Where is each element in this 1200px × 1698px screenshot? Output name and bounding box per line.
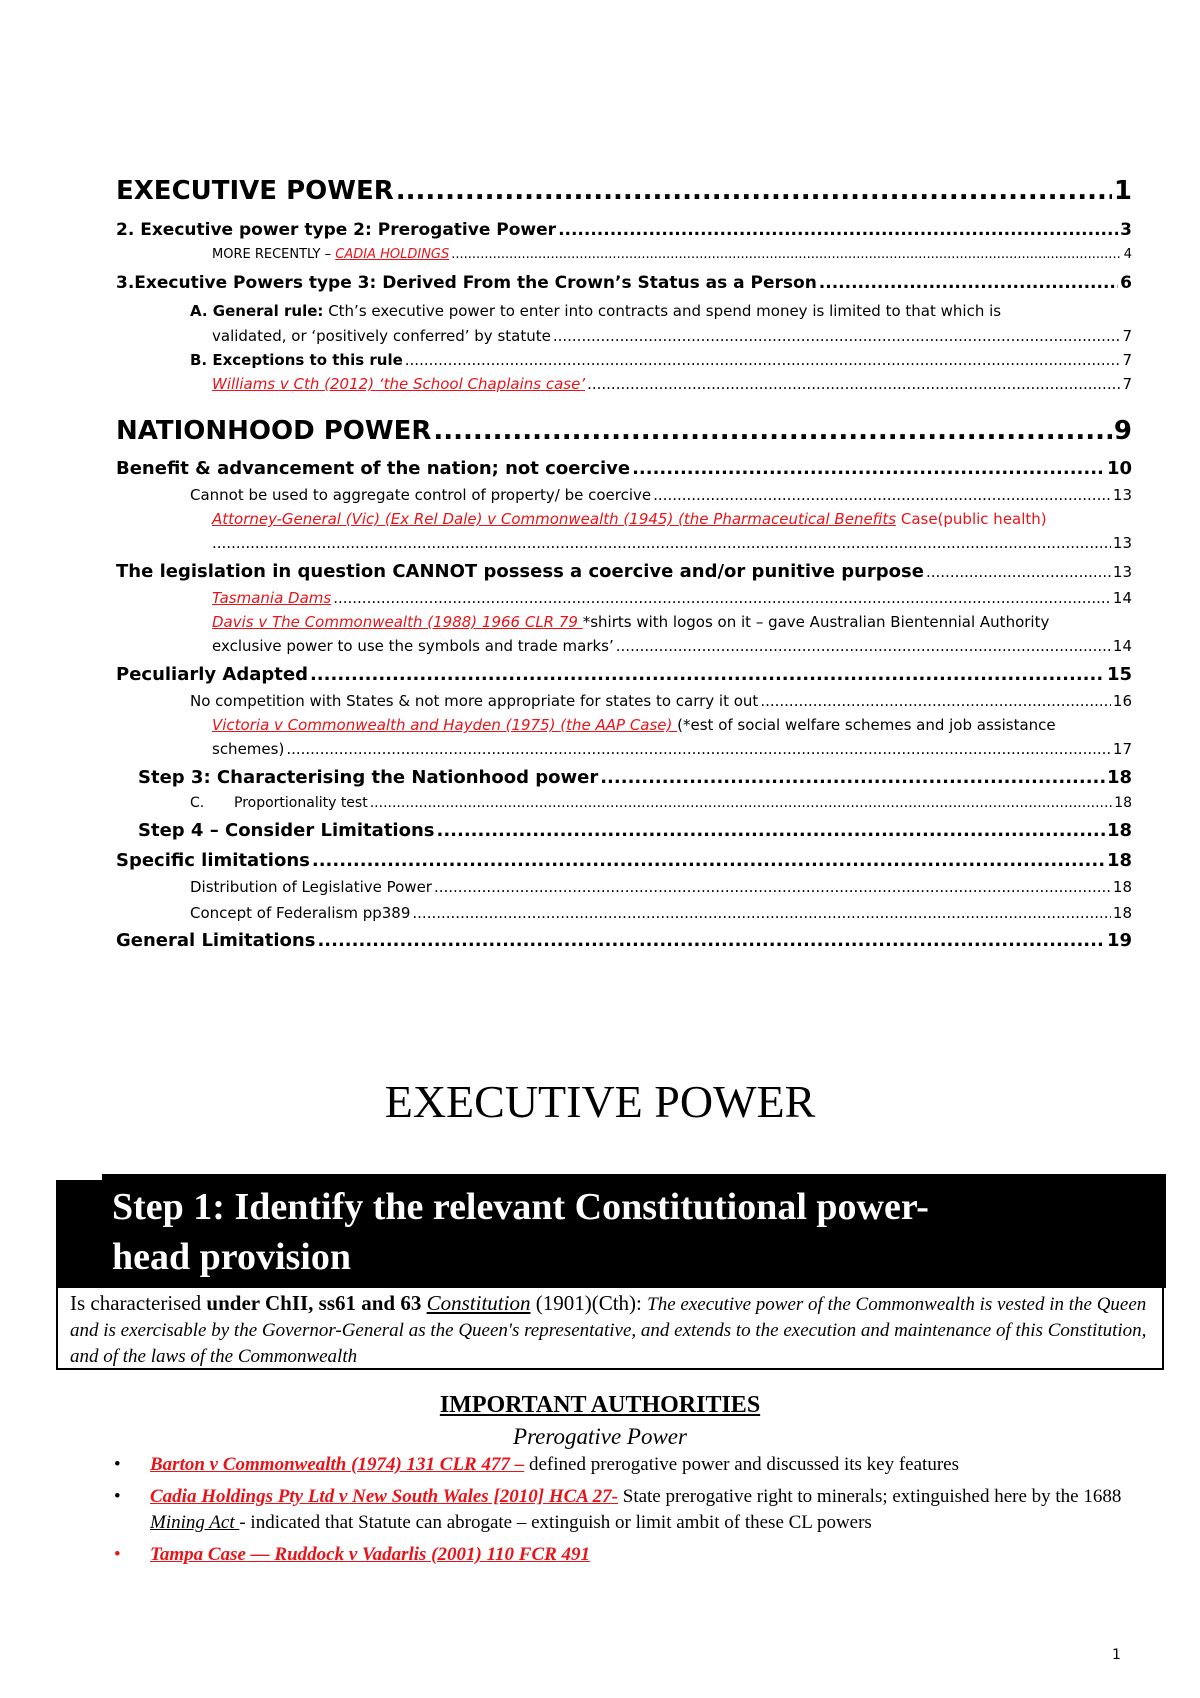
act-name: Mining Act: [150, 1512, 240, 1533]
toc-entry-federalism[interactable]: [190, 904, 1132, 922]
toc-entry-nationhood-power[interactable]: [116, 416, 1132, 446]
toc-label: exclusive power to use the symbols and trade marks’: [212, 637, 614, 655]
toc-entry-executive-power[interactable]: [116, 176, 1132, 206]
toc-page: 7: [1122, 351, 1132, 369]
definition-under: under ChII, ss61 and 63: [206, 1291, 427, 1315]
toc-entry-williams[interactable]: [212, 375, 1132, 393]
definition-year: (1901)(Cth):: [530, 1291, 648, 1315]
toc-entry-benefit[interactable]: [116, 458, 1132, 479]
step1-line2: head provision: [112, 1236, 351, 1278]
list-item: [114, 1484, 1154, 1536]
toc-label: NATIONHOOD POWER: [116, 416, 432, 446]
toc-label-text: Cth’s executive power to enter into contracts and spend money is limited to that which is: [323, 302, 1002, 320]
toc-leader: [433, 416, 1112, 446]
toc-label: Concept of Federalism pp389: [190, 904, 411, 922]
toc-leader: [926, 563, 1111, 581]
toc-entry-pharma[interactable]: [212, 510, 1047, 528]
toc-leader: [434, 878, 1111, 896]
toc-label: 3.Executive Powers type 3: Derived From the Crown’s Status as a Person: [116, 273, 817, 293]
toc-leader: [412, 904, 1111, 922]
toc-leader: [317, 930, 1104, 951]
list-item: [114, 1452, 1154, 1478]
toc-page: 18: [1112, 878, 1132, 896]
authorities-title: IMPORTANT AUTHORITIES: [439, 1392, 761, 1418]
authorities-list: [114, 1452, 1154, 1574]
toc-leader: [370, 795, 1112, 811]
toc-page: 13: [1112, 563, 1132, 581]
toc-page: 3: [1120, 220, 1132, 240]
toc-leader: [632, 458, 1105, 479]
case-link[interactable]: Cadia Holdings Pty Ltd v New South Wales [2010] HCA 27-: [150, 1486, 618, 1507]
toc-leader: [451, 247, 1121, 262]
toc-leader: [310, 664, 1105, 685]
page-number: 1: [1112, 1647, 1121, 1663]
toc-label: Distribution of Legislative Power: [190, 878, 432, 896]
toc-entry-legislation[interactable]: [116, 561, 1132, 582]
step1-banner: [56, 1174, 1166, 1288]
toc-label: Williams v Cth (2012) ‘the School Chaplains case’: [212, 375, 586, 393]
toc-label: schemes): [212, 740, 285, 758]
toc-label: C. Proportionality test: [190, 795, 368, 811]
case-link: CADIA HOLDINGS: [335, 247, 450, 262]
toc-label: The legislation in question CANNOT possess a coercive and/or punitive purpose: [116, 561, 924, 582]
toc-entry-proportionality[interactable]: [190, 795, 1132, 811]
toc-leader: [436, 820, 1104, 841]
toc-label: Cannot be used to aggregate control of property/ be coercive: [190, 486, 652, 504]
toc-label: MORE RECENTLY – CADIA HOLDINGS: [212, 247, 450, 262]
toc-entry-aap[interactable]: [212, 716, 1056, 734]
toc-leader: [760, 692, 1111, 710]
toc-entry-general-rule[interactable]: [190, 302, 1001, 320]
banner-notch: [56, 1174, 102, 1180]
case-description-cont: - indicated that Statute can abrogate – extinguish or limit ambit of these CL powers: [239, 1512, 872, 1533]
authorities-subtitle: Prerogative Power: [513, 1424, 687, 1449]
definition-constitution: Constitution: [426, 1291, 531, 1315]
toc-entry-general-limitations[interactable]: [116, 930, 1132, 951]
toc-label-text: (*est of social welfare schemes and job assistance: [677, 716, 1056, 734]
toc-page: 13: [1112, 486, 1132, 504]
toc-leader: [553, 327, 1121, 345]
toc-entry-competition[interactable]: [190, 692, 1132, 710]
toc-page: 15: [1106, 664, 1132, 685]
toc-page: 18: [1106, 820, 1132, 841]
toc-entry-davis[interactable]: [212, 613, 1049, 631]
toc-label: EXECUTIVE POWER: [116, 176, 394, 206]
toc-entry-davis-cont[interactable]: [212, 637, 1132, 655]
toc-entry-aggregate[interactable]: [190, 486, 1132, 504]
toc-page: 18: [1112, 904, 1132, 922]
toc-page: 13: [1112, 534, 1132, 552]
toc-entry-pharma-cont[interactable]: [212, 534, 1132, 552]
toc-entry-distribution[interactable]: [190, 878, 1132, 896]
case-link[interactable]: Tampa Case — Ruddock v Vadarlis (2001) 110 FCR 491: [150, 1544, 591, 1565]
case-link: Davis v The Commonwealth (1988) 1966 CLR 79: [212, 613, 583, 631]
toc-entry-aap-cont[interactable]: [212, 740, 1132, 758]
toc-label: Peculiarly Adapted: [116, 664, 308, 685]
bullet-icon: •: [114, 1486, 121, 1507]
toc-entry-more-recently[interactable]: [212, 247, 1132, 262]
toc-page: 18: [1106, 850, 1132, 871]
case-link: Victoria v Commonwealth and Hayden (1975) (the AAP Case): [212, 716, 678, 734]
toc-label: 2. Executive power type 2: Prerogative Power: [116, 220, 557, 240]
toc-page: 14: [1112, 637, 1132, 655]
toc-label: Step 3: Characterising the Nationhood power: [138, 767, 599, 788]
toc-label: No competition with States & not more appropriate for states to carry it out: [190, 692, 759, 710]
bullet-icon: •: [114, 1454, 121, 1475]
toc-entry-general-rule-cont[interactable]: [212, 327, 1132, 345]
case-description: defined prerogative power and discussed its key features: [524, 1454, 959, 1475]
toc-label-bold: A. General rule:: [190, 302, 324, 320]
toc-leader: [587, 375, 1120, 393]
toc-page: 17: [1112, 740, 1132, 758]
toc-page: 9: [1113, 416, 1132, 446]
toc-label: Benefit & advancement of the nation; not coercive: [116, 458, 631, 479]
toc-label-tail: Case(public health): [896, 510, 1047, 528]
toc-page: 10: [1106, 458, 1132, 479]
toc-leader: [616, 637, 1111, 655]
step1-line1: Step 1: Identify the relevant Constitutional power-: [112, 1186, 929, 1228]
toc-leader: [396, 176, 1112, 206]
toc-page: 18: [1106, 767, 1132, 788]
toc-page: 19: [1106, 930, 1132, 951]
toc-leader: [286, 740, 1111, 758]
toc-page: 7: [1122, 327, 1132, 345]
toc-entry-tasmania[interactable]: [212, 589, 1132, 607]
toc-leader: [653, 486, 1111, 504]
toc-page: 4: [1123, 247, 1132, 262]
toc-entry-step4[interactable]: [138, 820, 1132, 841]
toc-label: Specific limitations: [116, 850, 310, 871]
toc-label: General Limitations: [116, 930, 316, 951]
case-link: Attorney-General (Vic) (Ex Rel Dale) v Commonwealth (1945) (the Pharmaceutical Benefits: [212, 510, 897, 528]
toc-label: B. Exceptions to this rule: [190, 351, 403, 369]
list-item: [114, 1542, 1154, 1568]
toc-page: 16: [1112, 692, 1132, 710]
toc-page: 14: [1112, 589, 1132, 607]
case-link[interactable]: Barton v Commonwealth (1974) 131 CLR 477 –: [150, 1454, 525, 1475]
toc-entry-crowns-status[interactable]: [116, 273, 1132, 293]
toc-leader: [212, 534, 1111, 552]
toc-leader: [600, 767, 1105, 788]
toc-page: 6: [1120, 273, 1132, 293]
toc-leader: [558, 220, 1118, 240]
bullet-icon: •: [114, 1544, 121, 1565]
case-description: State prerogative right to minerals; extinguished here by the 1688: [618, 1486, 1122, 1507]
toc-page: 18: [1114, 795, 1132, 811]
page-heading: EXECUTIVE POWER: [384, 1076, 816, 1127]
toc-entry-prerogative-power[interactable]: [116, 220, 1132, 240]
toc-entry-specific[interactable]: [116, 850, 1132, 871]
toc-label: Step 4 – Consider Limitations: [138, 820, 435, 841]
definition-box: [56, 1288, 1164, 1370]
toc-entry-exceptions[interactable]: [190, 351, 1132, 369]
toc-leader: [333, 589, 1111, 607]
toc-entry-peculiarly[interactable]: [116, 664, 1132, 685]
toc-label: Tasmania Dams: [212, 589, 332, 607]
toc-leader: [312, 850, 1105, 871]
toc-leader: [405, 351, 1121, 369]
definition-lead: Is characterised: [70, 1291, 207, 1315]
toc-page: 1: [1113, 176, 1132, 206]
definition-quote: The executive power of the Commonwealth is vested in the Queen and is exercisable by the Governor-General as the Queen's representative, and extends to the execution and maintenance of this Constitution, and of the laws of the Commonwealth: [70, 1294, 1147, 1367]
toc-label-text: *shirts with logos on it – gave Australian Bientennial Authority: [582, 613, 1050, 631]
toc-entry-step3[interactable]: [138, 767, 1132, 788]
toc-page: 7: [1122, 375, 1132, 393]
toc-leader: [819, 273, 1118, 293]
toc-label: validated, or ‘positively conferred’ by statute: [212, 327, 551, 345]
